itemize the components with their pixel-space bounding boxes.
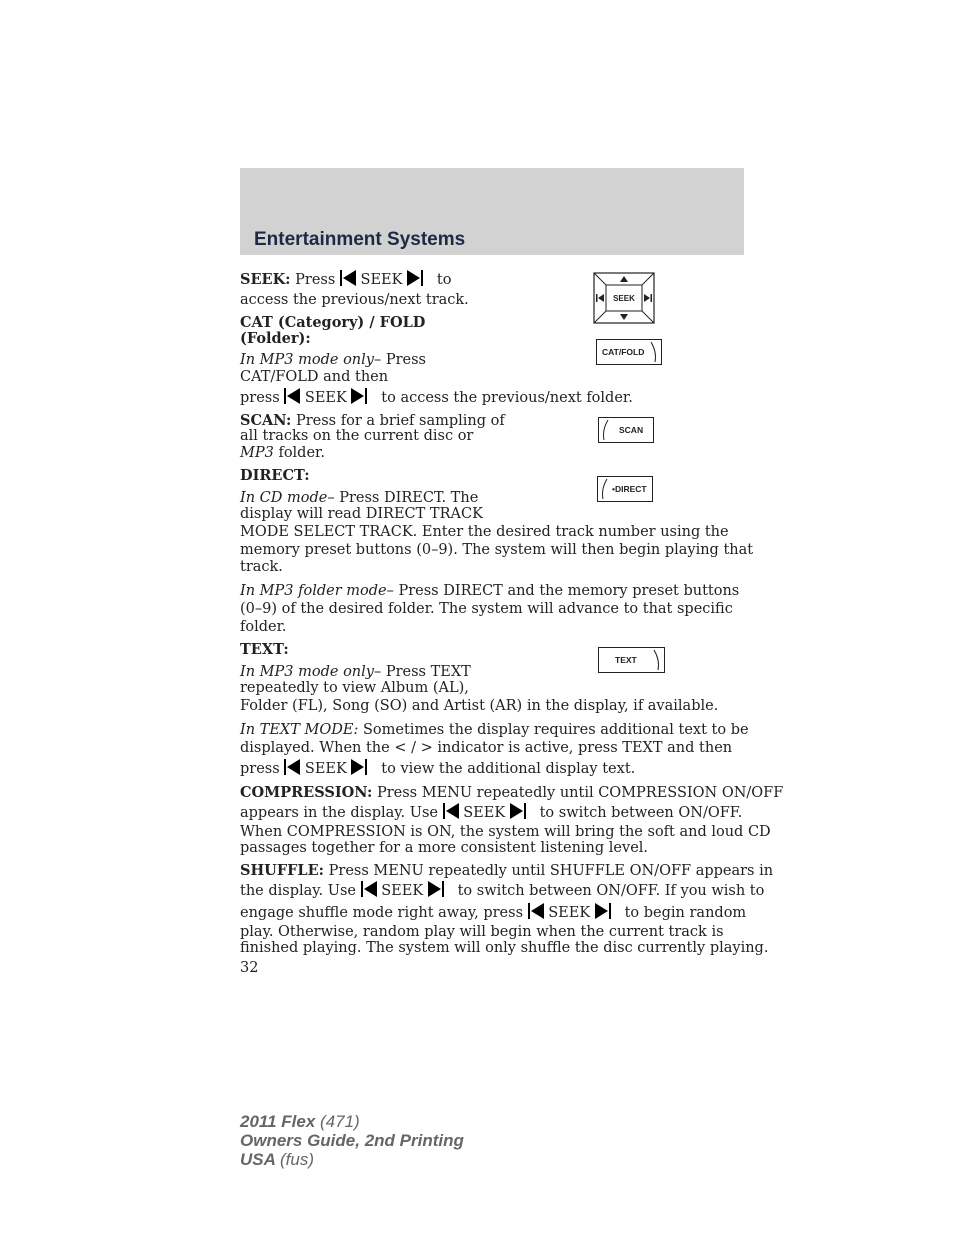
seek-button-illustration: [593, 272, 656, 325]
direct-label: DIRECT:: [240, 467, 310, 484]
shuffle-line-3: engage shuffle mode right away, press SEEK to begin random: [240, 905, 747, 921]
direct-line-2: display will read DIRECT TRACK: [240, 506, 483, 522]
seek-word: SEEK: [360, 272, 403, 288]
seek-line-2: access the previous/next track.: [240, 292, 469, 308]
scan-line-2: all tracks on the current disc or: [240, 428, 474, 444]
seek-back-icon: [361, 881, 377, 897]
seek-back-icon: [443, 803, 459, 819]
seek-label: SEEK:: [240, 271, 291, 288]
compression-line-3: When COMPRESSION is ON, the system will bring the soft and loud CD: [240, 824, 771, 840]
textmode-line-2: displayed. When the < / > indicator is active, press TEXT and then: [240, 740, 733, 756]
compression-line-4: passages together for a more consistent listening level.: [240, 840, 649, 856]
footer-line-2: Owners Guide, 2nd Printing: [240, 1131, 464, 1150]
textmode-line-1: In TEXT MODE: Sometimes the display requires additional text to be: [240, 722, 749, 738]
shuffle-line-4: play. Otherwise, random play will begin when the current track is: [240, 924, 724, 940]
catfold-line-2: CAT/FOLD and then: [240, 369, 389, 385]
shuffle-line-5: finished playing. The system will only shuffle the disc currently playing.: [240, 940, 769, 956]
seek-back-icon: [340, 270, 356, 286]
section-title: Entertainment Systems: [254, 229, 466, 250]
seek-forward-icon: [595, 903, 611, 919]
scan-button-illustration: SCAN: [598, 417, 654, 443]
button-curve-icon: [650, 341, 658, 363]
seek-forward-icon: [510, 803, 526, 819]
text-line-2: repeatedly to view Album (AL),: [240, 680, 469, 696]
direct-folder-line-3: folder.: [240, 619, 287, 635]
text-button-illustration: TEXT: [598, 647, 665, 673]
textmode-line-3: press SEEK to view the additional display text.: [240, 761, 636, 777]
seek-paragraph: [240, 270, 451, 289]
button-curve-icon: [600, 478, 608, 500]
seek-forward-icon: [407, 270, 423, 286]
shuffle-line-2: the display. Use SEEK to switch between ON/OFF. If you wish to: [240, 883, 765, 899]
catfold-line-1: In MP3 mode only– Press: [240, 352, 426, 368]
button-curve-icon: [653, 649, 661, 671]
seek-back-icon: [284, 759, 300, 775]
catfold-line-3: press SEEK to access the previous/next folder.: [240, 390, 633, 406]
scan-line-1: SCAN: Press for a brief sampling of: [240, 412, 505, 429]
direct-line-3: MODE SELECT TRACK. Enter the desired track number using the: [240, 524, 729, 540]
seek-forward-icon: [428, 881, 444, 897]
button-curve-icon: [601, 419, 609, 441]
direct-folder-line-1: In MP3 folder mode– Press DIRECT and the memory preset buttons: [240, 583, 740, 599]
catfold-button-illustration: CAT/FOLD: [596, 339, 662, 365]
direct-line-4: memory preset buttons (0–9). The system will then begin playing that: [240, 542, 754, 558]
direct-line-1: In CD mode– Press DIRECT. The: [240, 490, 479, 506]
text-line-1: In MP3 mode only– Press TEXT: [240, 664, 471, 680]
seek-text-2: to: [436, 272, 452, 288]
compression-line-1: COMPRESSION: Press MENU repeatedly until COMPRESSION ON/OFF: [240, 784, 784, 801]
direct-button-illustration: •DIRECT: [597, 476, 653, 502]
catfold-label-2: (Folder):: [240, 330, 311, 347]
compression-line-2: appears in the display. Use SEEK to switch between ON/OFF.: [240, 805, 743, 821]
direct-folder-line-2: (0–9) of the desired folder. The system will advance to that specific: [240, 601, 733, 617]
footer-line-3: USA (fus): [240, 1150, 314, 1169]
seek-back-icon: [528, 903, 544, 919]
seek-text-1: Press: [295, 272, 336, 288]
text-line-3: Folder (FL), Song (SO) and Artist (AR) in the display, if available.: [240, 698, 719, 714]
seek-button-label: SEEK: [613, 294, 635, 303]
footer-line-1: 2011 Flex (471): [240, 1112, 360, 1131]
direct-line-5: track.: [240, 559, 283, 575]
scan-line-3: MP3 folder.: [240, 445, 325, 461]
seek-forward-icon: [351, 759, 367, 775]
seek-back-icon: [284, 388, 300, 404]
header-band: [240, 168, 744, 255]
seek-forward-icon: [351, 388, 367, 404]
catfold-label-1: CAT (Category) / FOLD: [240, 314, 426, 331]
shuffle-line-1: SHUFFLE: Press MENU repeatedly until SHUFFLE ON/OFF appears in: [240, 862, 774, 879]
page-number: 32: [240, 960, 259, 976]
seek-back-small-icon: [596, 294, 598, 302]
footer: [240, 1112, 464, 1169]
text-label: TEXT:: [240, 641, 289, 658]
